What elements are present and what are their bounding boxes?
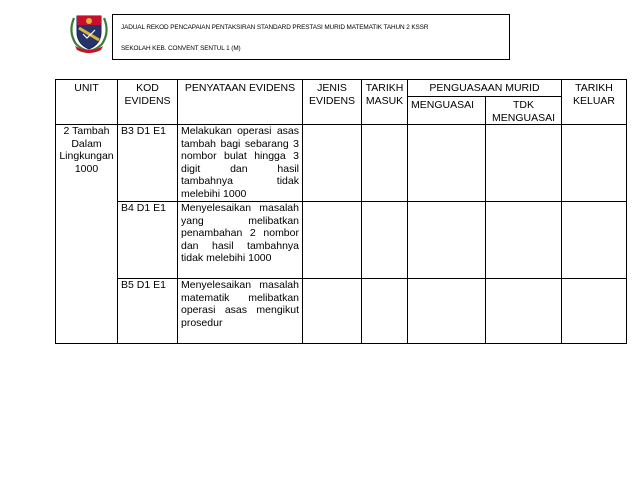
unit-cell: 2 Tambah Dalam Lingkungan 1000 — [56, 125, 118, 344]
header-tarikh-masuk: TARIKH MASUK — [362, 80, 408, 125]
jenis-evidens-cell[interactable] — [303, 202, 362, 279]
tarikh-keluar-cell[interactable] — [562, 125, 627, 202]
header-kod-evidens: KOD EVIDENS — [118, 80, 178, 125]
header-tdk-menguasai: TDK MENGUASAI — [486, 97, 562, 125]
table-header-row — [56, 80, 627, 97]
tdk-menguasai-cell[interactable] — [486, 202, 562, 279]
school-crest-icon — [66, 10, 112, 54]
header-unit: UNIT — [56, 80, 118, 125]
menguasai-cell[interactable] — [408, 279, 486, 344]
header-menguasai: MENGUASAI — [408, 97, 486, 125]
menguasai-cell[interactable] — [408, 125, 486, 202]
document-header-box — [112, 14, 510, 60]
jenis-evidens-cell[interactable] — [303, 279, 362, 344]
menguasai-cell[interactable] — [408, 202, 486, 279]
kod-evidens-cell: B5 D1 E1 — [118, 279, 178, 344]
tarikh-masuk-cell[interactable] — [362, 202, 408, 279]
tarikh-masuk-cell[interactable] — [362, 279, 408, 344]
tarikh-keluar-cell[interactable] — [562, 279, 627, 344]
tdk-menguasai-cell[interactable] — [486, 279, 562, 344]
document-title: JADUAL REKOD PENCAPAIAN PENTAKSIRAN STANDARD PRESTASI MURID MATEMATIK TAHUN 2 KSSR — [121, 24, 429, 31]
header-penguasaan-murid: PENGUASAAN MURID — [408, 80, 562, 97]
header-tarikh-keluar: TARIKH KELUAR — [562, 80, 627, 125]
table-row — [56, 279, 627, 344]
penyataan-evidens-cell: Menyelesaikan masalah matematik melibatkan operasi asas mengikut prosedur — [178, 279, 303, 344]
tarikh-keluar-cell[interactable] — [562, 202, 627, 279]
header-penyataan-evidens: PENYATAAN EVIDENS — [178, 80, 303, 125]
table-row — [56, 202, 627, 279]
tarikh-masuk-cell[interactable] — [362, 125, 408, 202]
kod-evidens-cell: B3 D1 E1 — [118, 125, 178, 202]
record-table — [55, 79, 627, 344]
school-name: SEKOLAH KEB. CONVENT SENTUL 1 (M) — [121, 45, 241, 52]
penyataan-evidens-cell: Melakukan operasi asas tambah bagi sebarang 3 nombor bulat hingga 3 digit dan hasil tambahnya tidak melebihi 1000 — [178, 125, 303, 202]
tdk-menguasai-cell[interactable] — [486, 125, 562, 202]
penyataan-evidens-cell: Menyelesaikan masalah yang melibatkan penambahan 2 nombor dan hasil tambahnya tidak melebihi 1000 — [178, 202, 303, 279]
header-jenis-evidens: JENIS EVIDENS — [303, 80, 362, 125]
table-row — [56, 125, 627, 202]
kod-evidens-cell: B4 D1 E1 — [118, 202, 178, 279]
jenis-evidens-cell[interactable] — [303, 125, 362, 202]
